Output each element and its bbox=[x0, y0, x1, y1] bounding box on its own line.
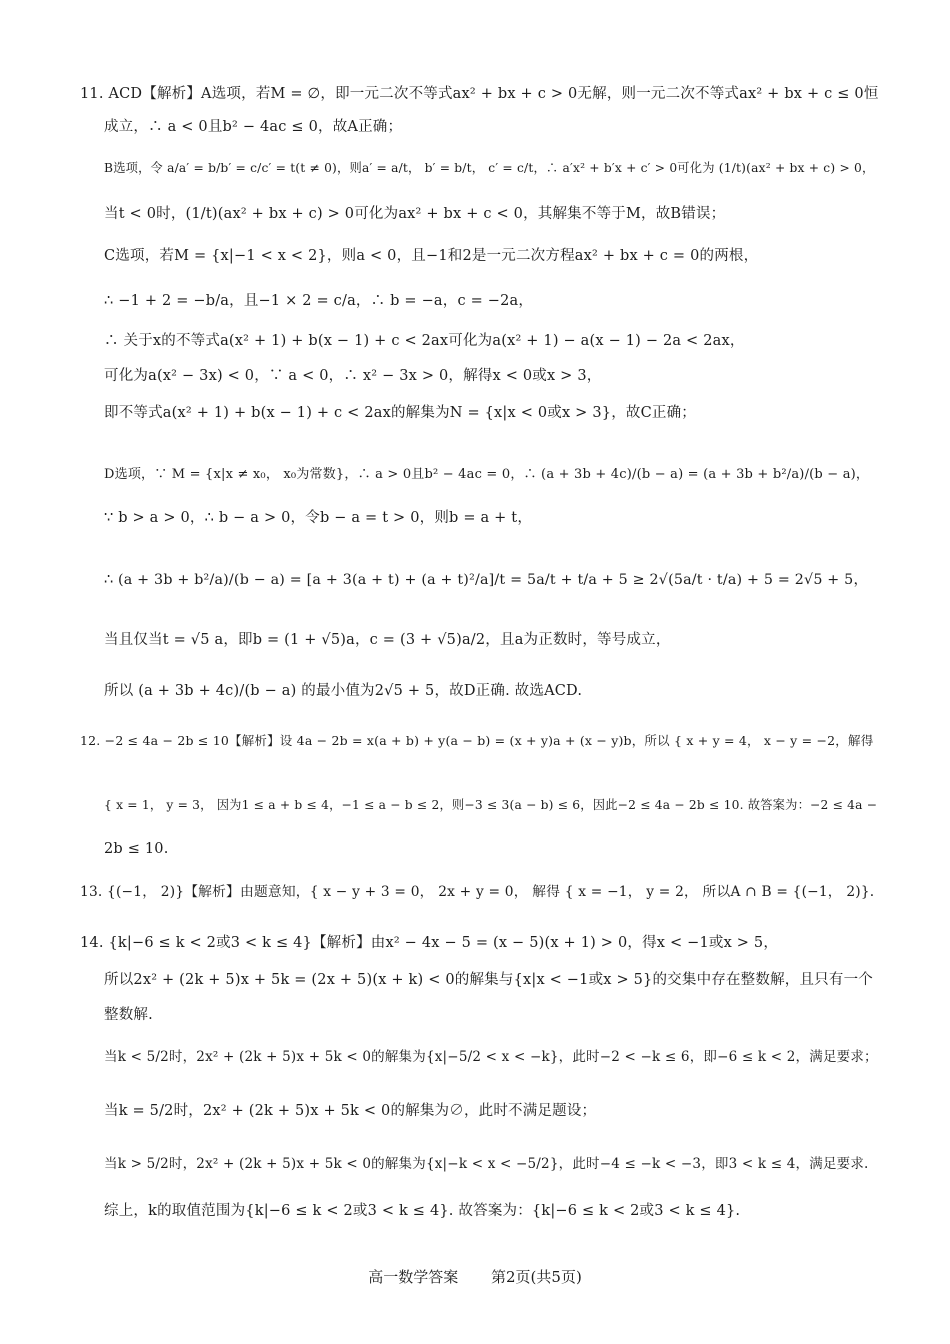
q11-line-12: ∴ (a + 3b + b²/a)/(b − a) = [a + 3(a + t) + (a + t)²/a]/t = 5a/t + t/a + 5 ≥ 2√(5a/t · t/a) + 5 = 2√5 + 5， bbox=[104, 572, 868, 588]
q11-line-5: C选项，若M = {x|−1 < x < 2}，则a < 0，且−1和2是一元二次方程ax² + bx + c = 0的两根， bbox=[104, 248, 759, 264]
q14-line-1: 14. {k|−6 ≤ k < 2或3 < k ≤ 4}【解析】由x² − 4x − 5 = (x − 5)(x + 1) > 0，得x < −1或x > 5， bbox=[80, 935, 779, 951]
q12-line-1: 12. −2 ≤ 4a − 2b ≤ 10【解析】设 4a − 2b = x(a + b) + y(a − b) = (x + y)a + (x − y)b，所以 { x + y = 4， x − y = −2，解得 bbox=[80, 733, 874, 748]
q12-line-3: 2b ≤ 10. bbox=[104, 841, 169, 857]
q14-line-5: 当k = 5/2时，2x² + (2k + 5)x + 5k < 0的解集为∅，此时不满足题设； bbox=[104, 1103, 597, 1119]
q11-line-13: 当且仅当t = √5 a，即b = (1 + √5)a，c = (3 + √5)a/2，且a为正数时，等号成立， bbox=[104, 632, 671, 648]
q13-line-1: 13. {(−1， 2)}【解析】由题意知，{ x − y + 3 = 0， 2x + y = 0， 解得 { x = −1， y = 2， 所以A ∩ B = {(−1， 2)}. bbox=[80, 884, 875, 900]
q11-line-11: ∵ b > a > 0，∴ b − a > 0，令b − a = t > 0，则b = a + t， bbox=[104, 510, 533, 526]
q11-line-9: 即不等式a(x² + 1) + b(x − 1) + c < 2ax的解集为N = {x|x < 0或x > 3}，故C正确； bbox=[104, 405, 696, 421]
q11-line-6: ∴ −1 + 2 = −b/a，且−1 × 2 = c/a，∴ b = −a，c = −2a， bbox=[104, 293, 534, 309]
q11-line-4: 当t < 0时，(1/t)(ax² + bx + c) > 0可化为ax² + bx + c < 0，其解集不等于M，故B错误； bbox=[104, 206, 726, 222]
q12-line-2: { x = 1， y = 3， 因为1 ≤ a + b ≤ 4，−1 ≤ a − b ≤ 2，则−3 ≤ 3(a − b) ≤ 6，因此−2 ≤ 4a − 2b ≤ 10. 故答案为：−2 ≤ 4a − bbox=[104, 798, 878, 812]
footer-page-number: 第2页(共5页) bbox=[491, 1268, 582, 1286]
q11-line-8: 可化为a(x² − 3x) < 0，∵ a < 0，∴ x² − 3x > 0，解得x < 0或x > 3， bbox=[104, 368, 602, 384]
q14-line-3: 整数解. bbox=[104, 1007, 153, 1023]
q11-line-1: 11. ACD【解析】A选项，若M = ∅，即一元二次不等式ax² + bx + c > 0无解，则一元二次不等式ax² + bx + c ≤ 0恒 bbox=[80, 86, 879, 102]
q11-line-7: ∴ 关于x的不等式a(x² + 1) + b(x − 1) + c < 2ax可化为a(x² + 1) − a(x − 1) − 2a < 2ax， bbox=[104, 333, 745, 349]
q14-line-2: 所以2x² + (2k + 5)x + 5k = (2x + 5)(x + k) < 0的解集与{x|x < −1或x > 5}的交集中存在整数解，且只有一个 bbox=[104, 972, 873, 988]
q11-line-2: 成立，∴ a < 0且b² − 4ac ≤ 0，故A正确； bbox=[104, 119, 403, 135]
q11-line-14: 所以 (a + 3b + 4c)/(b − a) 的最小值为2√5 + 5，故D正确. 故选ACD. bbox=[104, 683, 583, 699]
q11-line-10: D选项，∵ M = {x|x ≠ x₀， x₀为常数}，∴ a > 0且b² − 4ac = 0，∴ (a + 3b + 4c)/(b − a) = (a + 3b + b²/a)/(b − a)， bbox=[104, 467, 870, 482]
q11-line-3: B选项，令 a/a′ = b/b′ = c/c′ = t(t ≠ 0)，则a′ = a/t， b′ = b/t， c′ = c/t，∴ a′x² + b′x + c′ > 0可化为 (1/t)(ax² + bx + c) > 0， bbox=[104, 161, 875, 175]
footer-subject: 高一数学答案 bbox=[368, 1268, 459, 1286]
q14-line-6: 当k > 5/2时，2x² + (2k + 5)x + 5k < 0的解集为{x|−k < x < −5/2}，此时−4 ≤ −k < −3，即3 < k ≤ 4，满足要求. bbox=[104, 1156, 869, 1172]
q14-line-4: 当k < 5/2时，2x² + (2k + 5)x + 5k < 0的解集为{x|−5/2 < x < −k}，此时−2 < −k ≤ 6，即−6 ≤ k < 2，满足要求； bbox=[104, 1049, 878, 1065]
page-footer bbox=[0, 1266, 950, 1287]
q14-line-7: 综上，k的取值范围为{k|−6 ≤ k < 2或3 < k ≤ 4}. 故答案为：{k|−6 ≤ k < 2或3 < k ≤ 4}. bbox=[104, 1203, 741, 1219]
